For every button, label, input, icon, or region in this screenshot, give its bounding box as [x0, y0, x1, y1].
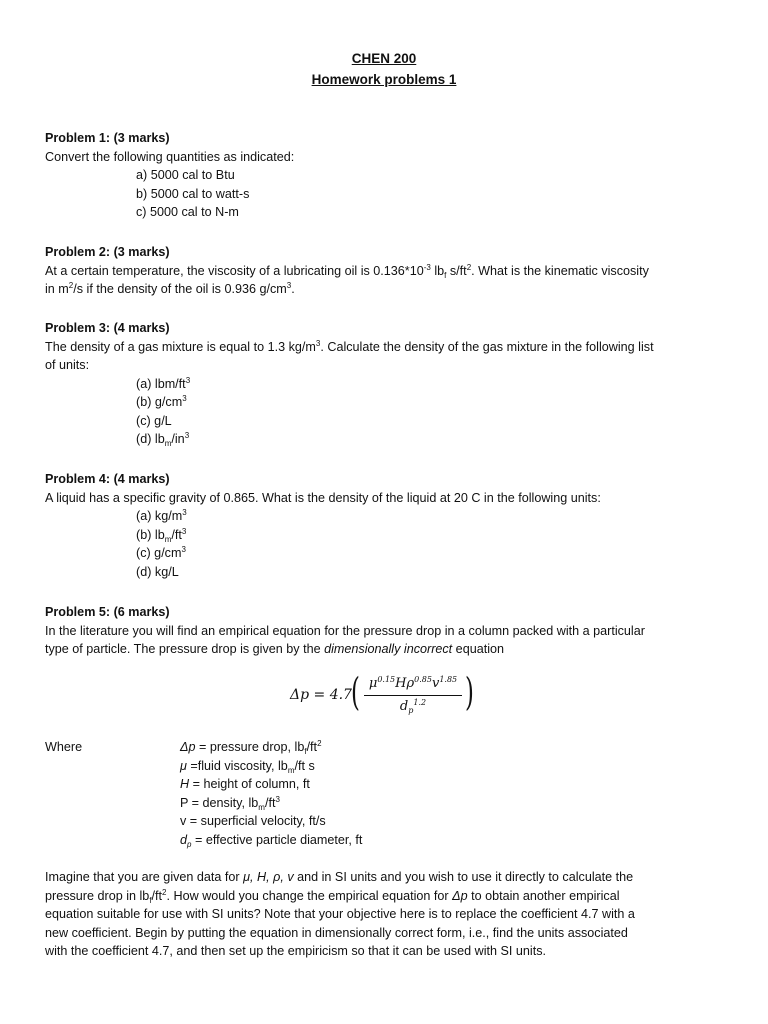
exponent: 2 [466, 262, 472, 272]
problem-2-title: Problem 2: (3 marks) [45, 245, 170, 259]
text: . How would you change the empirical equation for [166, 888, 453, 903]
exponent: 3 [182, 508, 187, 517]
exponent: 3 [185, 375, 191, 385]
text: /s if the density of the oil is 0.936 g/cm [73, 282, 287, 296]
problem-4-item-d: (d) kg/L [136, 564, 179, 579]
text: in m [45, 282, 69, 296]
definition-h [180, 775, 362, 794]
text: /ft [306, 740, 318, 754]
text: /ft [151, 888, 163, 903]
text: At a certain temperature, the viscosity of a lubricating oil is 0.136*10 [45, 263, 424, 278]
subscript: m [164, 534, 172, 544]
problem-4-item-c [45, 544, 735, 563]
text: = height of column, ft [189, 777, 310, 791]
subscript: m [164, 439, 172, 448]
problem-2-line-2 [45, 280, 735, 299]
text: (c) g/cm [136, 546, 182, 560]
text: and in SI units and you wish to use it directly to calculate the [293, 870, 634, 884]
symbol: Δp [180, 740, 196, 754]
equation-fraction [362, 675, 464, 717]
subscript: p [408, 706, 414, 715]
text: (b) g/cm [136, 395, 183, 409]
definition-delta-p [180, 738, 362, 757]
problem-5-title: Problem 5: (6 marks) [45, 605, 170, 619]
text: /in [171, 432, 185, 446]
text: (b) lb [136, 527, 165, 542]
paragraph-line-1 [45, 868, 735, 887]
text: . Calculate the density of the gas mixture in the following list [320, 339, 654, 354]
v-symbol: v [431, 676, 440, 691]
text: =fluid viscosity, lb [186, 758, 288, 773]
paragraph-line-3: equation suitable for use with SI units? Note that your objective here is to replace the coefficient 4.7 with a [45, 907, 635, 921]
paragraph-line-5: with the coefficient 4.7, and then set up the empiricism so that it can be used with SI units. [45, 944, 546, 958]
problem-3-item-c: (c) g/L [136, 413, 172, 428]
open-paren: ( [350, 670, 360, 714]
d-symbol: d [399, 699, 409, 714]
exponent: 3 [184, 431, 190, 440]
h-symbol: H [395, 676, 407, 691]
exponent: 2 [162, 887, 167, 897]
problem-4-item-a [45, 507, 735, 526]
text: equation [452, 642, 505, 656]
subscript: m [287, 765, 295, 775]
text: . [291, 282, 295, 296]
variable-definitions [180, 738, 362, 849]
exponent: 3 [275, 794, 280, 804]
problem-1 [45, 129, 735, 222]
paragraph-line-2 [45, 887, 735, 906]
exponent: 2 [68, 281, 74, 290]
problem-1-item-b: b) 5000 cal to watt-s [136, 186, 250, 201]
text: The density of a gas mixture is equal to 1.3 kg/m [45, 339, 316, 354]
definition-dp [180, 831, 362, 850]
exponent: 3 [181, 545, 186, 554]
problem-3-line-2: of units: [45, 358, 90, 372]
text: = pressure drop, lb [195, 740, 305, 754]
problem-4-item-b [45, 526, 735, 545]
problem-5-paragraph [45, 868, 735, 961]
emphasis: dimensionally incorrect [324, 642, 453, 656]
exponent: 2 [317, 739, 322, 748]
symbol: Δp [452, 888, 468, 903]
subscript: p [187, 839, 192, 849]
subscript: f [444, 270, 447, 280]
exponent: 1.85 [439, 675, 458, 684]
definition-v: v = superficial velocity, ft/s [180, 814, 326, 828]
exponent: 3 [286, 281, 292, 290]
text: /ft [264, 795, 276, 810]
definition-rho [180, 794, 362, 813]
problem-4-title: Problem 4: (4 marks) [45, 472, 170, 486]
text: (d) lb [136, 432, 165, 446]
text: pressure drop in lb [45, 888, 150, 903]
problem-5-line-2 [45, 640, 735, 659]
text: Imagine that you are given data for [45, 870, 244, 884]
equation-numerator [362, 675, 464, 695]
text: type of particle. The pressure drop is given by the [45, 642, 325, 656]
problem-3-item-a [45, 375, 735, 394]
where-label: Where [45, 740, 83, 754]
exponent: 0.15 [377, 675, 396, 684]
mu-symbol: μ [368, 676, 378, 691]
text: (a) lbm/ft [136, 376, 186, 391]
symbol: d [180, 832, 188, 847]
text: (a) kg/m [136, 509, 183, 523]
problem-5-line-1: In the literature you will find an empirical equation for the pressure drop in a column packed with a particular [45, 623, 645, 638]
exponent: 3 [315, 338, 321, 348]
course-title: CHEN 200 [351, 51, 417, 66]
text: to obtain another empirical [467, 888, 620, 903]
variables: μ, H, ρ, v [243, 870, 294, 884]
rho-symbol: ρ [406, 676, 415, 691]
problem-2 [45, 243, 735, 299]
problem-3-item-b [45, 393, 735, 412]
subscript: m [258, 802, 265, 812]
text: /ft s [294, 758, 315, 773]
problem-1-title: Problem 1: (3 marks) [45, 131, 170, 145]
paragraph-line-4: new coefficient. Begin by putting the equation in dimensionally correct form, i.e., find the units associated [45, 925, 628, 940]
problem-1-intro: Convert the following quantities as indicated: [45, 149, 295, 164]
close-paren: ) [464, 670, 474, 714]
problem-3-title: Problem 3: (4 marks) [45, 321, 170, 335]
problem-1-item-a: a) 5000 cal to Btu [136, 168, 235, 182]
exponent: 1.2 [413, 698, 427, 707]
exponent: 3 [181, 526, 187, 536]
problem-4-line-1: A liquid has a specific gravity of 0.865. What is the density of the liquid at 20 C in the following units: [45, 490, 601, 505]
problem-1-item-c: c) 5000 cal to N-m [136, 205, 239, 219]
text: s/ft [446, 263, 467, 278]
subscript: f [304, 747, 307, 756]
text: = effective particle diameter, ft [191, 832, 363, 847]
subscript: f [149, 895, 152, 905]
problem-3 [45, 319, 735, 449]
equation-denominator [362, 696, 464, 717]
problem-4 [45, 470, 735, 581]
exponent: 0.85 [414, 675, 432, 684]
text: . What is the kinematic viscosity [471, 263, 649, 278]
problem-3-item-d [45, 430, 735, 449]
exponent: -3 [423, 262, 431, 272]
text: Δp = 4.7 [290, 687, 352, 703]
exponent: 3 [182, 394, 187, 403]
equation-lhs [290, 686, 352, 705]
symbol: H [180, 777, 190, 791]
problem-3-line-1 [45, 338, 735, 357]
problem-2-line-1 [45, 262, 735, 281]
document-subtitle: Homework problems 1 [311, 72, 457, 87]
text: /ft [171, 527, 182, 542]
text: P = density, lb [180, 795, 259, 810]
symbol: μ [180, 758, 187, 773]
problem-5 [45, 603, 735, 659]
text: lb [430, 263, 445, 278]
definition-mu [180, 757, 362, 776]
